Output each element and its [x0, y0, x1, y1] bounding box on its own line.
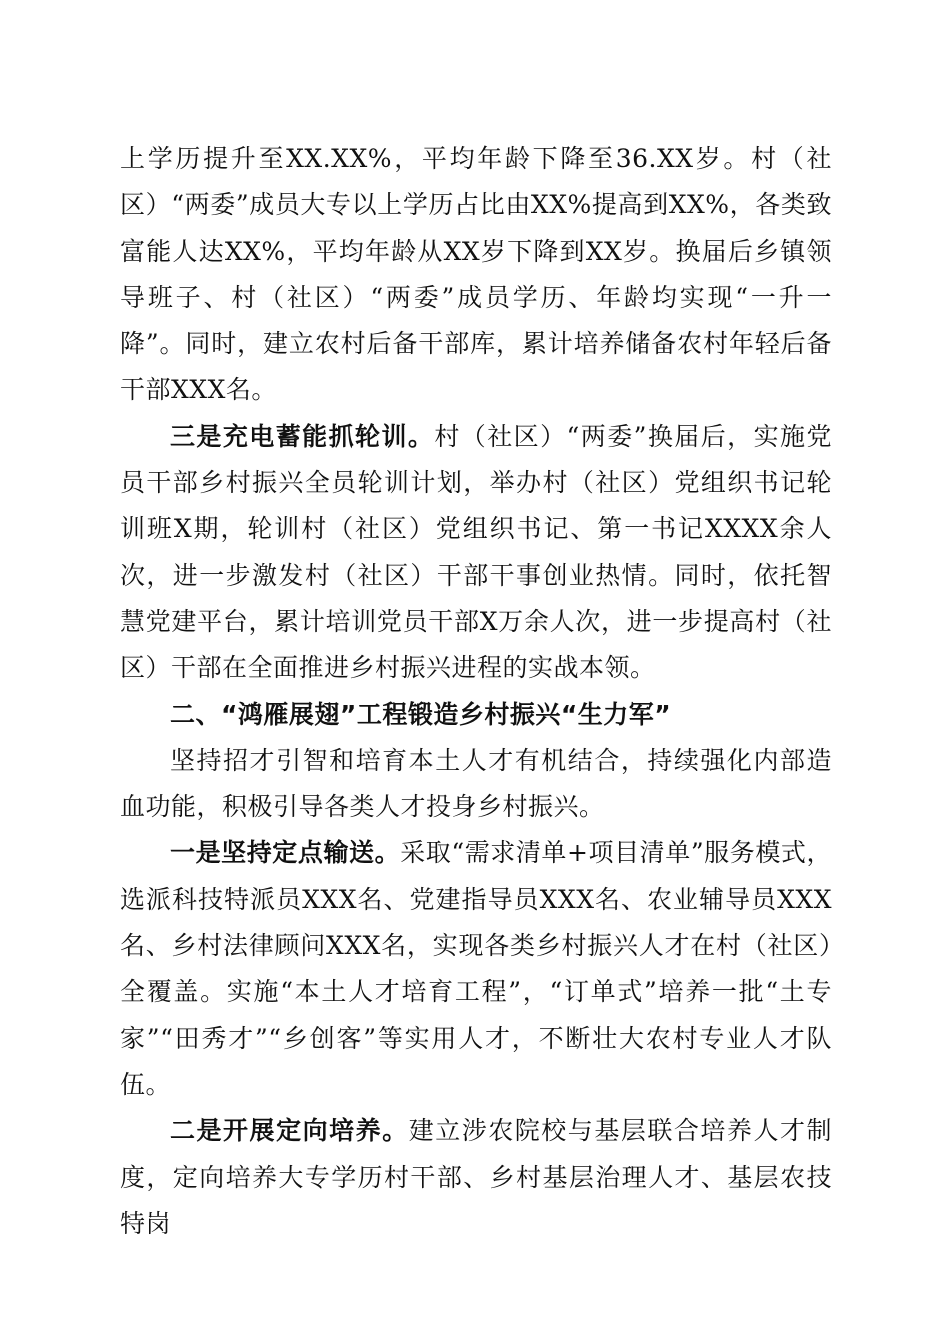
paragraph-text: 坚持招才引智和培育本土人才有机结合，持续强化内部造血功能，积极引导各类人才投身乡村振兴。 [120, 745, 832, 822]
paragraph-intro [120, 738, 832, 831]
paragraph-lead: 一是坚持定点输送。 [170, 838, 401, 868]
paragraph-cultivation [120, 1108, 832, 1247]
section-heading: 二、“鸿雁展翅”工程锻造乡村振兴“生力军” [170, 699, 672, 729]
paragraph-lead: 三是充电蓄能抓轮训。 [170, 421, 435, 451]
paragraph-lead: 二是开展定向培养。 [170, 1116, 409, 1146]
paragraph-continuation [120, 136, 832, 414]
paragraph-text: 采取“需求清单+项目清单”服务模式，选派科技特派员XXX名、党建指导员XXX名、农业辅导员XXX名、乡村法律顾问XXX名，实现各类乡村振兴人才在村（社区）全覆盖。实施“本土人才培育工程”，“订单式”培养一批“土专家”“田秀才”“乡创客”等实用人才，不断壮大农村专业人才队伍。 [120, 838, 832, 1099]
paragraph-text: 上学历提升至XX.XX%，平均年龄下降至36.XX岁。村（社区）“两委”成员大专以上学历占比由XX%提高到XX%，各类致富能人达XX%，平均年龄从XX岁下降到XX岁。换届后乡镇领导班子、村（社区）“两委”成员学历、年龄均实现“一升一降”。同时，建立农村后备干部库，累计培养储备农村年轻后备干部XXX名。 [120, 144, 832, 405]
paragraph-text: 建立涉农院校与基层联合培养人才制度，定向培养大专学历村干部、乡村基层治理人才、基层农技特岗 [120, 1116, 832, 1238]
document-page [120, 136, 832, 1247]
paragraph-text: 村（社区）“两委”换届后，实施党员干部乡村振兴全员轮训计划，举办村（社区）党组织书记轮训班X期，轮训村（社区）党组织书记、第一书记XXXX余人次，进一步激发村（社区）干部干事创业热情。同时，依托智慧党建平台，累计培训党员干部X万余人次，进一步提高村（社区）干部在全面推进乡村振兴进程的实战本领。 [120, 421, 832, 683]
paragraph-training [120, 414, 832, 692]
paragraph-delivery [120, 830, 832, 1108]
